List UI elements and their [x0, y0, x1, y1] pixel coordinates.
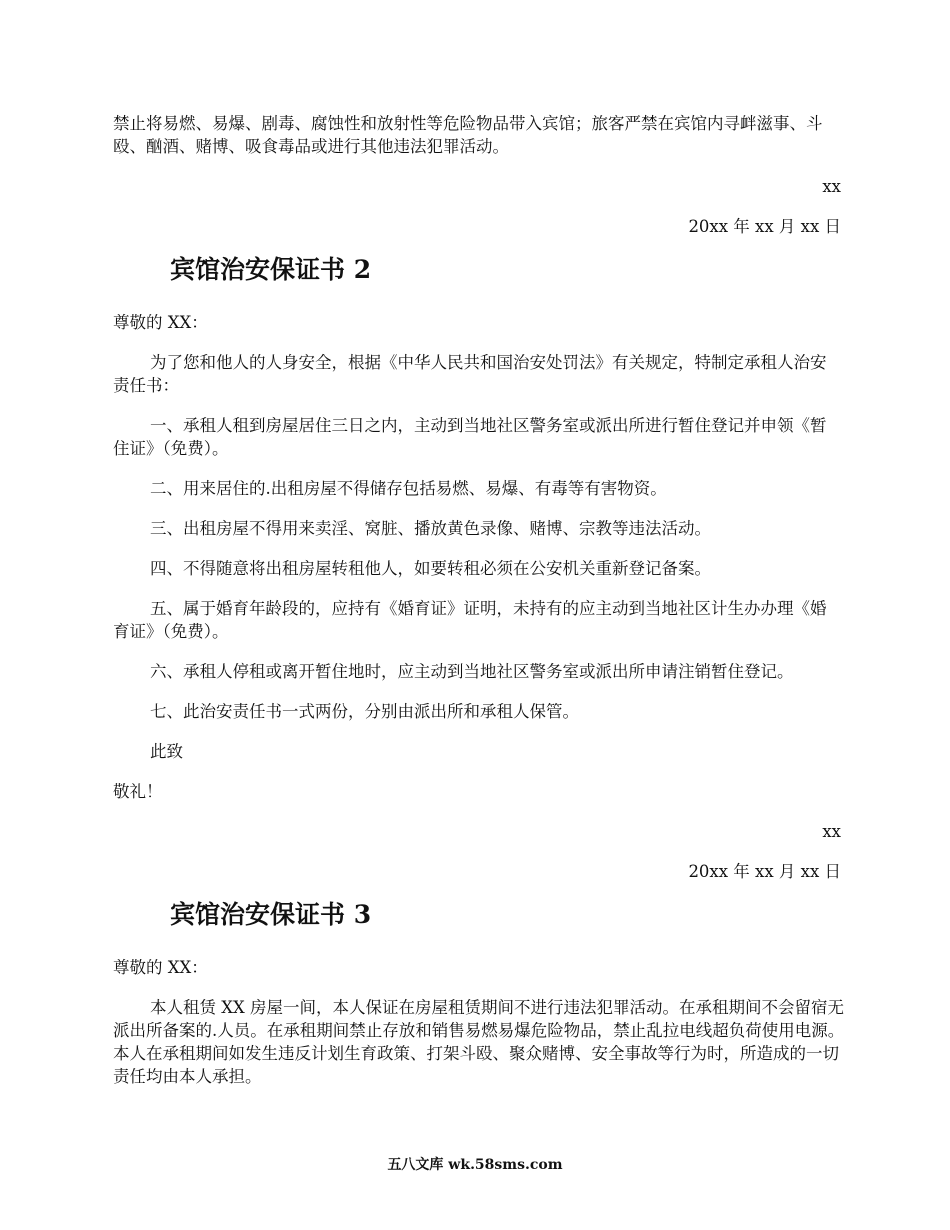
section2-item-4: 四、不得随意将出租房屋转租他人，如要转租必须在公安机关重新登记备案。: [150, 559, 711, 578]
section2-salutation: 尊敬的 XX：: [113, 313, 208, 332]
section3-salutation: 尊敬的 XX：: [113, 958, 208, 977]
section2-item-1: 一、承租人租到房屋居住三日之内，主动到当地社区警务室或派出所进行暂住登记并申领《暂住证》（免费）。: [113, 416, 827, 458]
section2-item-7: 七、此治安责任书一式两份，分别由派出所和承租人保管。: [150, 702, 579, 721]
section1-signer: xx: [822, 177, 841, 196]
section2-title: 宾馆治安保证书 2: [170, 255, 372, 284]
section1-paragraph: 禁止将易燃、易爆、剧毒、腐蚀性和放射性等危险物品带入宾馆；旅客严禁在宾馆内寻衅滋事、斗殴、酗酒、赌博、吸食毒品或进行其他违法犯罪活动。: [113, 114, 823, 156]
section2-item-5: 五、属于婚育年龄段的，应持有《婚育证》证明，未持有的应主动到当地社区计生办办理《婚育证》（免费）。: [113, 599, 827, 641]
section2-closing-2: 敬礼！: [113, 782, 163, 801]
section2-date: 20xx 年 xx 月 xx 日: [688, 862, 841, 881]
section3-title: 宾馆治安保证书 3: [170, 900, 372, 929]
section2-signer: xx: [822, 822, 841, 841]
section2-item-3: 三、出租房屋不得用来卖淫、窝脏、播放黄色录像、赌博、宗教等违法活动。: [150, 519, 711, 538]
section2-closing-1: 此致: [150, 742, 183, 761]
document-content: [113, 112, 845, 1105]
section2-item-2: 二、用来居住的.出租房屋不得储存包括易燃、易爆、有毒等有害物资。: [150, 479, 667, 498]
section2-intro: 为了您和他人的人身安全，根据《中华人民共和国治安处罚法》有关规定，特制定承租人治安责任书：: [113, 353, 827, 395]
section2-item-6: 六、承租人停租或离开暂住地时，应主动到当地社区警务室或派出所申请注销暂住登记。: [150, 662, 794, 681]
footer-watermark: 五八文库 wk.58sms.com: [387, 1157, 563, 1173]
section3-paragraph: 本人租赁 XX 房屋一间，本人保证在房屋租赁期间不进行违法犯罪活动。在承租期间不会留宿无派出所备案的.人员。在承租期间禁止存放和销售易燃易爆危险物品，禁止乱拉电线超负荷使用电源。本人在承租期间如发生违反计划生育政策、打架斗殴、聚众赌博、安全事故等行为时，所造成的一切责任均由本人承担。: [113, 998, 845, 1086]
section1-date: 20xx 年 xx 月 xx 日: [688, 217, 841, 236]
